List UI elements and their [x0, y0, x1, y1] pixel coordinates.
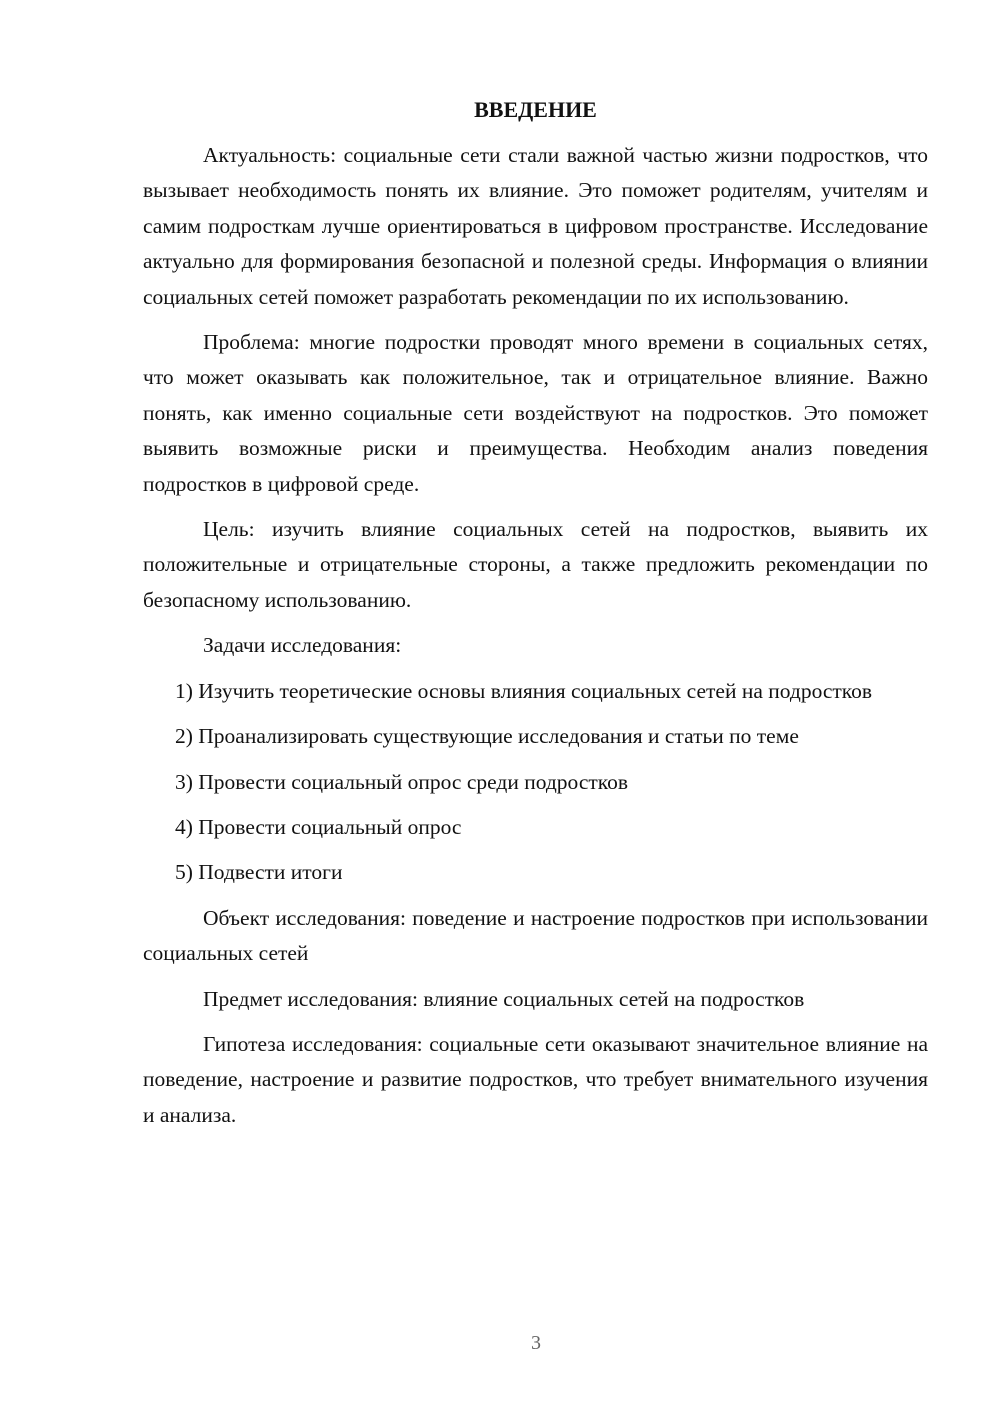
object-paragraph: Объект исследования: поведение и настроение подростков при использовании социальных сетей	[143, 905, 928, 966]
list-item: 4) Провести социальный опрос	[175, 814, 462, 839]
problem-paragraph: Проблема: многие подростки проводят много времени в социальных сетях, что может оказывать как положительное, так и отрицательное влияние. Важно понять, как именно социальные сети воздействуют на подростков. Это поможет выявить возможные риски и преимущества. Необходим анализ поведения подростков в цифровой среде.	[143, 330, 928, 496]
hypothesis-paragraph: Гипотеза исследования: социальные сети оказывают значительное влияние на поведение, настроение и развитие подростков, что требует внимательного изучения и анализа.	[143, 1031, 928, 1127]
tasks-list	[143, 674, 928, 891]
subject-paragraph: Предмет исследования: влияние социальных сетей на подростков	[203, 986, 805, 1011]
list-item: 2) Проанализировать существующие исследования и статьи по теме	[175, 724, 799, 749]
goal-paragraph: Цель: изучить влияние социальных сетей на подростков, выявить их положительные и отрицательные стороны, а также предложить рекомендации по безопасному использованию.	[143, 517, 928, 612]
list-item: 3) Провести социальный опрос среди подростков	[175, 769, 629, 794]
page-number: 3	[531, 1332, 541, 1354]
list-item: 5) Подвести итоги	[175, 860, 343, 885]
section-title: ВВЕДЕНИЕ	[474, 97, 597, 122]
document-page	[143, 92, 928, 1143]
tasks-heading: Задачи исследования:	[203, 633, 402, 658]
relevance-paragraph: Актуальность: социальные сети стали важной частью жизни подростков, что вызывает необходимость понять их влияние. Это поможет родителям, учителям и самим подросткам лучше ориентироваться в цифровом пространстве. Исследование актуально для формирования безопасной и полезной среды. Информация о влиянии социальных сетей поможет разработать рекомендации по их использованию.	[143, 143, 928, 309]
list-item: 1) Изучить теоретические основы влияния социальных сетей на подростков	[175, 678, 873, 703]
